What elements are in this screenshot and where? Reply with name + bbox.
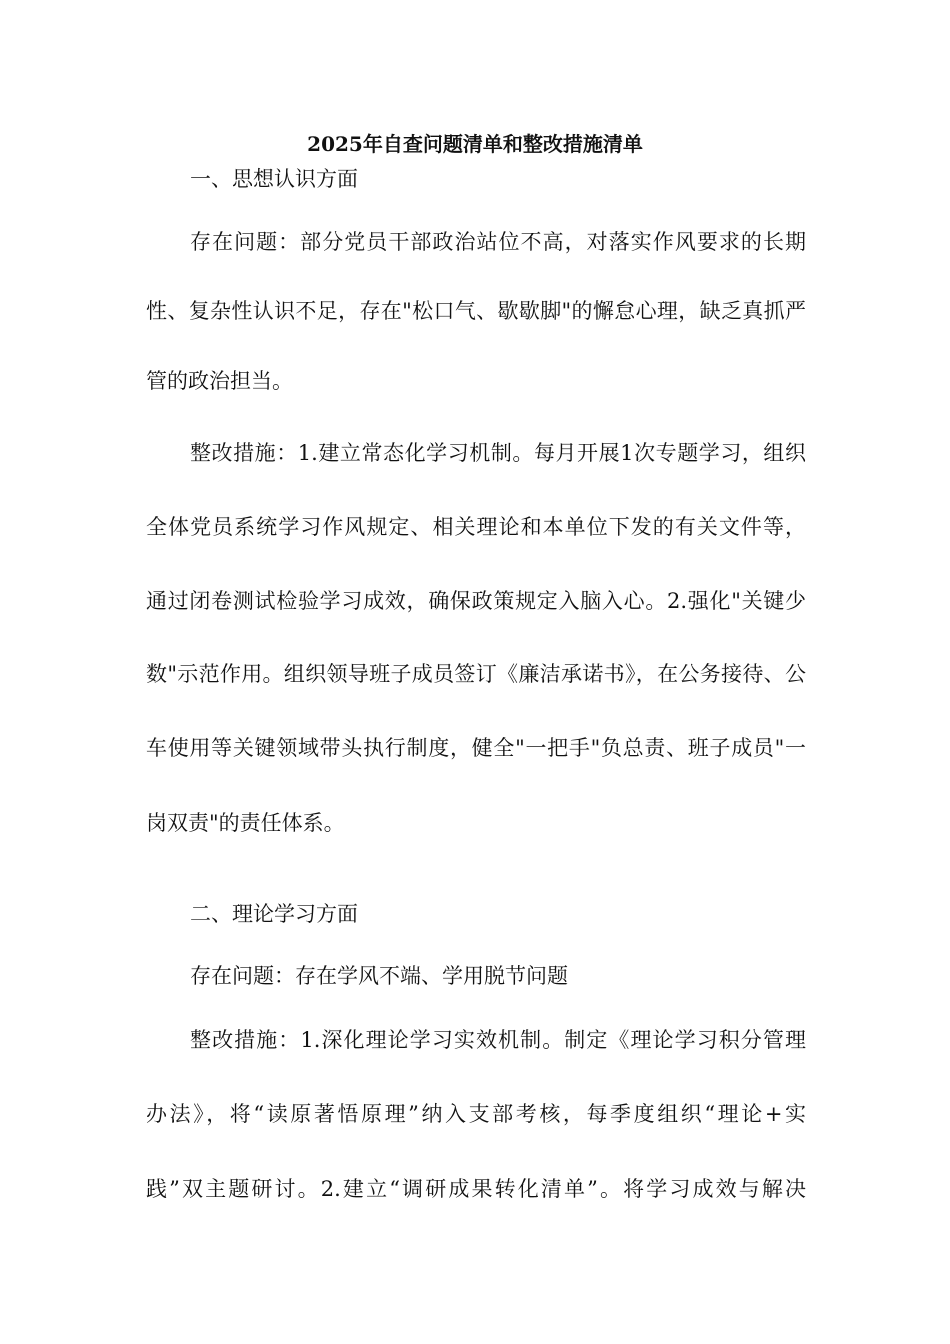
measure-line: 岗双责"的责任体系。 [146,811,345,835]
measure-line: 整改措施：1.建立常态化学习机制。每月开展1次专题学习，组织 [190,441,806,465]
document-title: 2025年自查问题清单和整改措施清单 [307,132,643,156]
section-heading: 一、思想认识方面 [190,167,358,191]
problem-line: 性、复杂性认识不足，存在"松口气、歇歇脚"的懈怠心理，缺乏真抓严 [146,299,806,323]
problem-line: 管的政治担当。 [146,369,293,393]
section-heading: 二、理论学习方面 [190,902,358,926]
measure-line: 整改措施：1.深化理论学习实效机制。制定《理论学习积分管理 [190,1028,806,1052]
measure-line: 数"示范作用。组织领导班子成员签订《廉洁承诺书》，在公务接待、公 [146,662,806,686]
measure-line: 通过闭卷测试检验学习成效，确保政策规定入脑入心。2.强化"关键少 [146,589,806,613]
measure-line: 践”双主题研讨。2.建立“调研成果转化清单”。将学习成效与解决 [146,1177,806,1201]
measure-line: 全体党员系统学习作风规定、相关理论和本单位下发的有关文件等， [146,515,806,539]
problem-line: 存在问题：存在学风不端、学用脱节问题 [190,964,568,988]
problem-line: 存在问题：部分党员干部政治站位不高，对落实作风要求的长期 [190,230,806,254]
measure-line: 车使用等关键领域带头执行制度，健全"一把手"负总责、班子成员"一 [146,736,806,760]
measure-line: 办法》，将“读原著悟原理”纳入支部考核，每季度组织“理论+实 [146,1102,806,1126]
